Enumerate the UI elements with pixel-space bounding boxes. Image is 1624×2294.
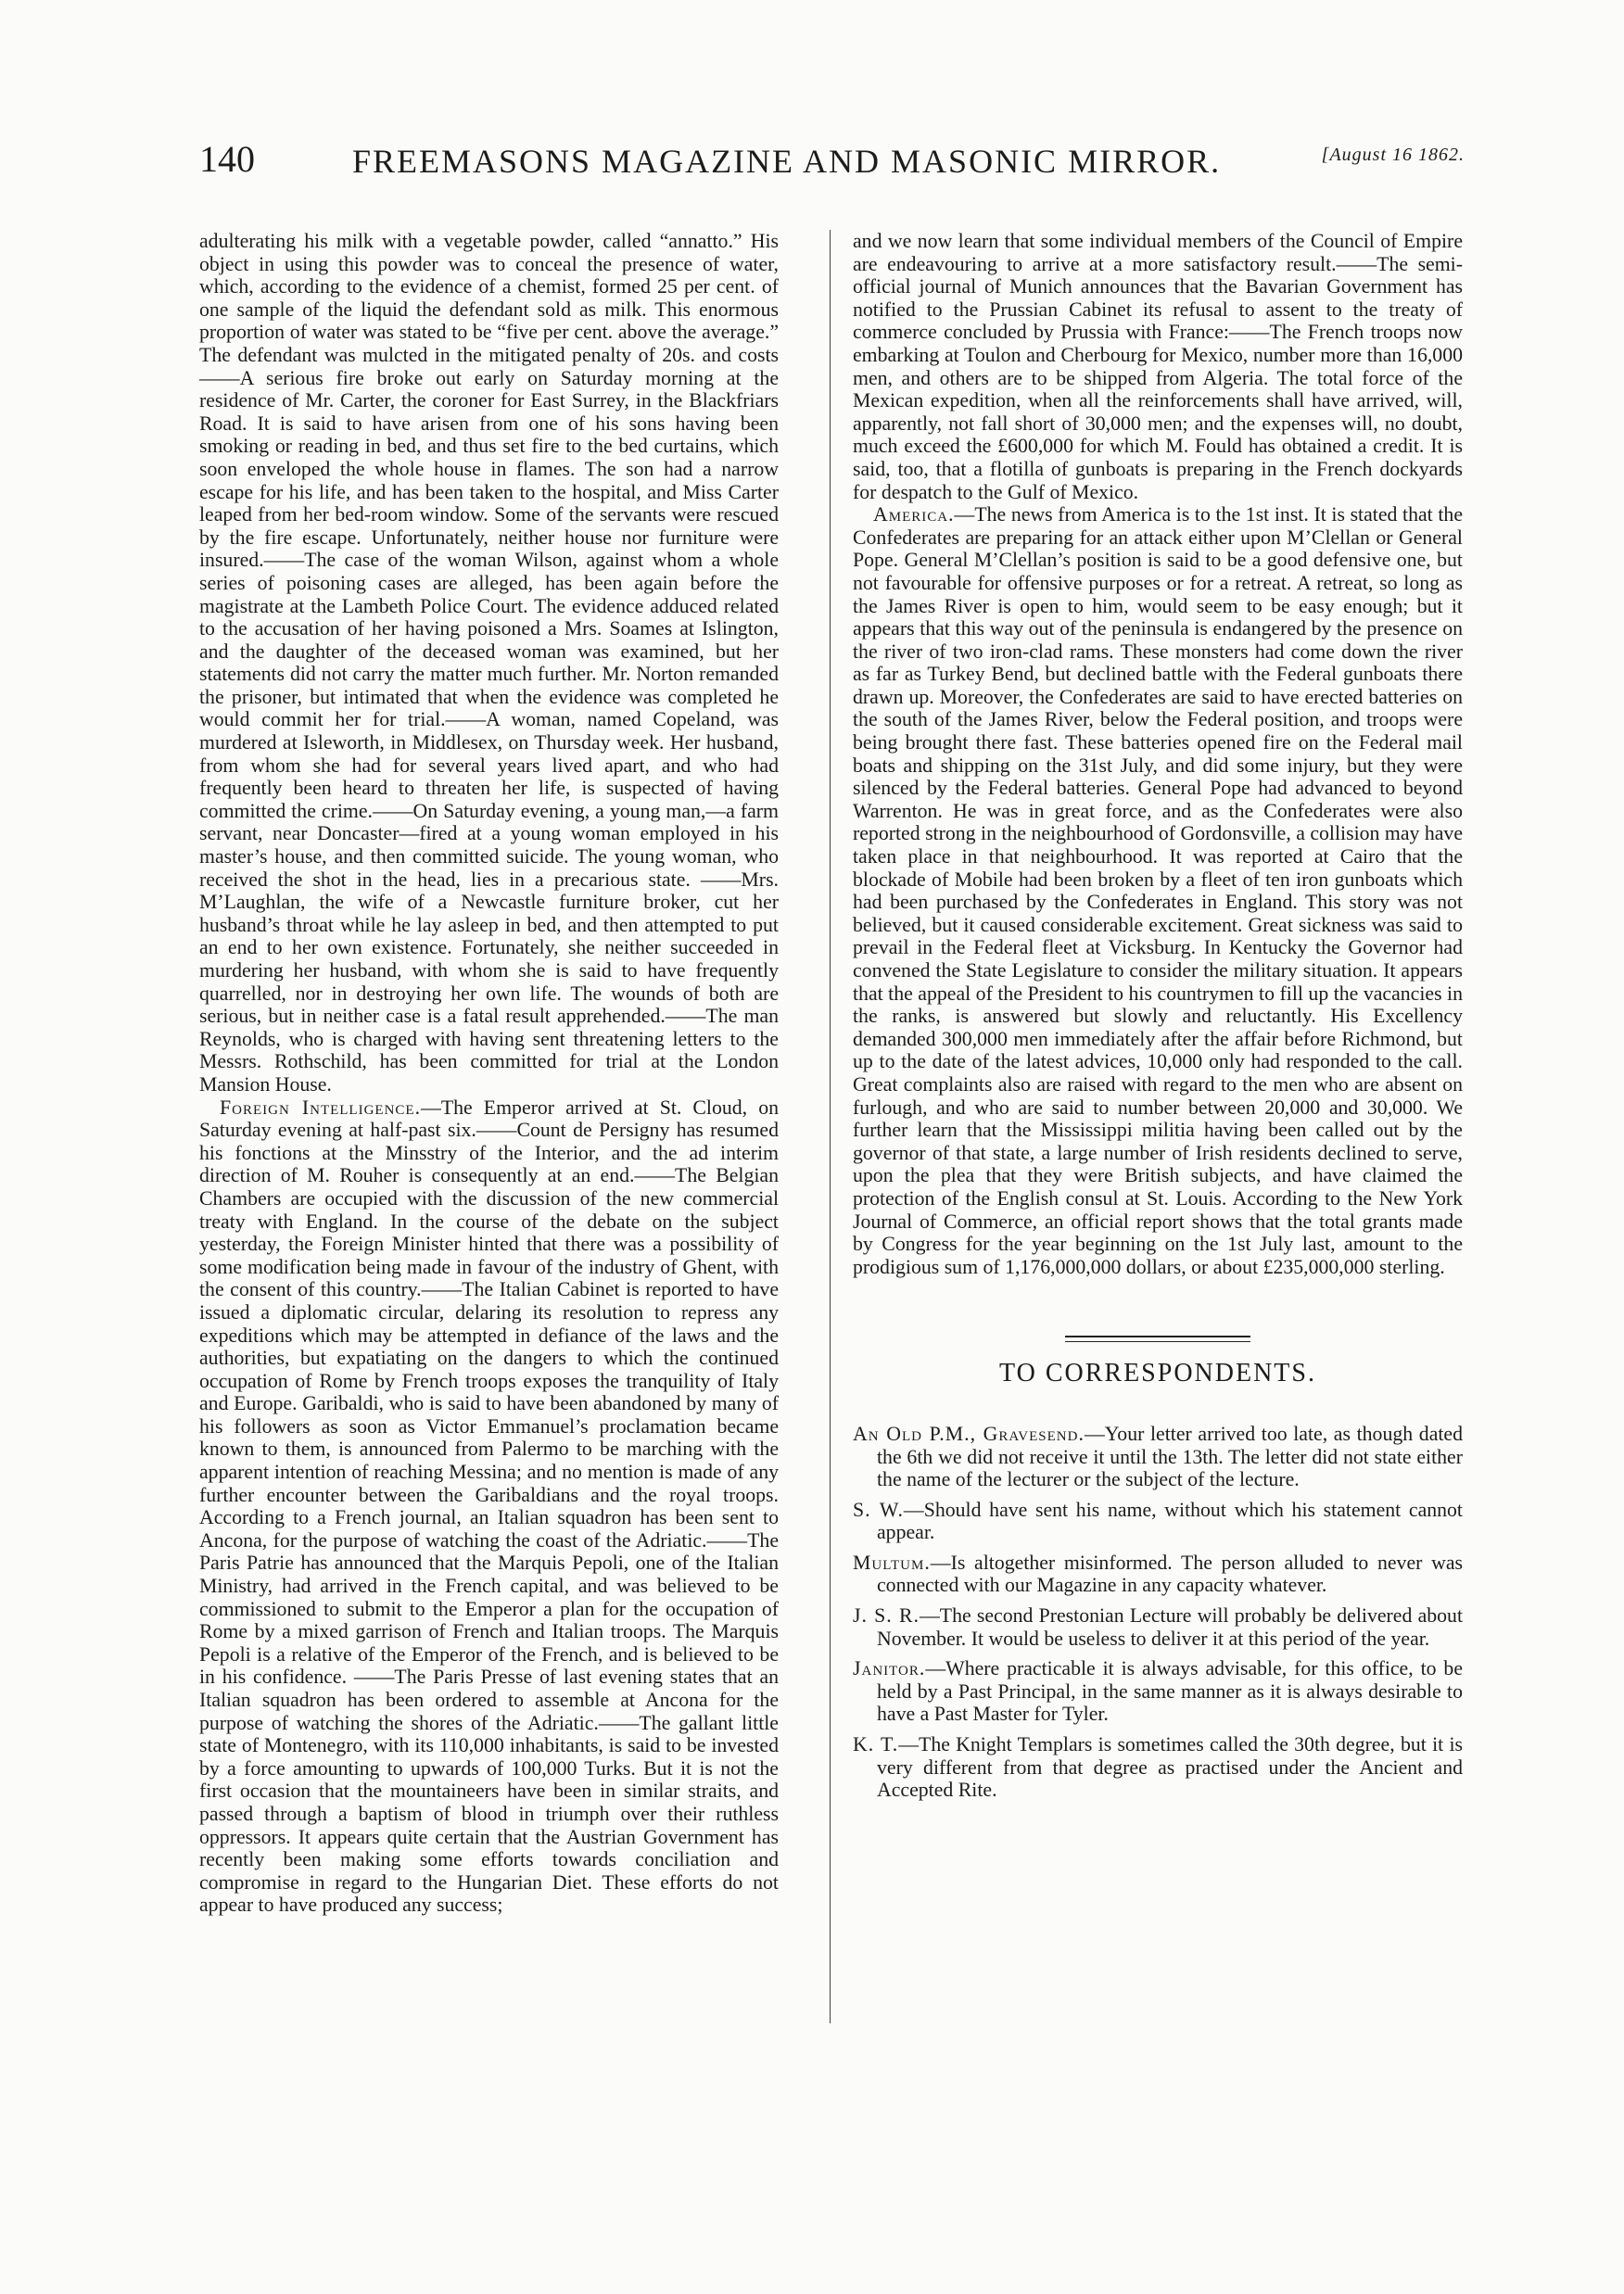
correspondent-name: K. T. (853, 1733, 899, 1756)
correspondent-name: Multum. (853, 1551, 931, 1574)
correspondent-reply: —The second Prestonian Lecture will probably be delivered about November. It would be useless to deliver it at this period of the year. (877, 1604, 1464, 1650)
correspondent-reply: —Should have sent his name, without which his statement cannot appear. (877, 1498, 1463, 1544)
foreign-intelligence-heading: Foreign Intelligence. (220, 1096, 422, 1119)
issue-date: [August 16 1862. (1321, 145, 1465, 165)
correspondent-reply: —Is altogether misinformed. The person alluded to never was connected with our Magazine in any capacity whatever. (877, 1551, 1463, 1597)
news-paragraph-continued: and we now learn that some individual members of the Council of Empire are endeavouring to arrive at a more satisfactory result.——The semi-official journal of Munich announces that the Bavarian Government has notified to the Prussian Cabinet its refusal to assent to the treaty of commerce concluded by Prussia with France:——The French troops now embarking at Toulon and Cherbourg for Mexico, number more than 16,000 men, and others are to be shipped from Algeria. The total force of the Mexican expedition, when all the reinforcements shall have arrived, will, apparently, not fall short of 30,000 men; and the expenses will, no doubt, much exceed the £600,000 for which M. Fould has obtained a credit. It is said, too, that a flotilla of gunboats is preparing in the French dockyards for despatch to the Gulf of Mexico. (853, 230, 1463, 503)
correspondent-name: S. W. (853, 1498, 904, 1521)
news-paragraph-home: adulterating his milk with a vegetable powder, called “annatto.” His object in using this powder was to conceal the presence of water, which, according to the evidence of a chemist, formed 25 per cent. of one sample of the liquid the defendant sold as milk. This enormous proportion of water was stated to be “five per cent. above the average.” The defendant was mulcted in the mitigated penalty of 20s. and costs——A serious fire broke out early on Saturday morning at the residence of Mr. Carter, the coroner for East Surrey, in the Blackfriars Road. It is said to have arisen from one of his sons having been smoking or reading in bed, and thus set fire to the bed curtains, which soon enveloped the whole house in flames. The son had a narrow escape for his life, and has been taken to the hospital, and Miss Carter leaped from her bed-room window. Some of the servants were rescued by the fire escape. Unfortunately, neither house nor furniture were insured.——The case of the woman Wilson, against whom a whole series of poisoning cases are alleged, has been again before the magistrate at the Lambeth Police Court. The evidence adduced related to the accusation of her having poisoned a Mrs. Soames at Islington, and the daughter of the deceased woman was examined, but her statements did not carry the matter much further. Mr. Norton remanded the prisoner, but intimated that when the evidence was completed he would commit her for trial.——A woman, named Copeland, was murdered at Isleworth, in Middlesex, on Thursday week. Her husband, from whom she had for several years lived apart, and who had frequently been heard to threaten her life, is suspected of having committed the crime.——On Saturday evening, a young man,—a farm servant, near Doncaster—fired at a young woman employed in his master’s house, and then committed suicide. The young woman, who received the shot in the head, lies in a precarious state. ——Mrs. M’Laughlan, the wife of a Newcastle furniture broker, cut her husband’s throat while he lay asleep in bed, and then attempted to put an end to her own existence. Fortunately, she neither succeeded in murdering her husband, with whom she is said to have frequently quarrelled, nor in destroying her own life. The wounds of both are serious, but in neither case is a fatal result apprehended.——The man Reynolds, who is charged with having sent threatening letters to the Messrs. Rothschild, has been committed for trial at the London Mansion House. (199, 230, 779, 1096)
correspondents-list (853, 1423, 1463, 1802)
correspondent-reply: —Where practicable it is always advisable, for this office, to be held by a Past Principal, in the same manner as it is always desirable to have a Past Master for Tyler. (877, 1657, 1463, 1726)
correspondent-name: An Old P.M., Gravesend. (853, 1422, 1085, 1445)
america-heading: America. (873, 503, 955, 526)
masthead-title: FREEMASONS MAGAZINE AND MASONIC MIRROR. (352, 143, 1222, 180)
foreign-intelligence-text: —The Emperor arrived at St. Cloud, on Saturday evening at half-past six.——Count de Persigny has resumed his fonctions at the Minsstry of the Interior, and the ad interim direction of M. Rouher is consequently at an end.——The Belgian Chambers are occupied with the discussion of the new commercial treaty with England. In the course of the debate on the subject yesterday, the Foreign Minister hinted that there was a possibility of some modification being made in favour of the industry of Ghent, with the consent of this country.——The Italian Cabinet is reported to have issued a diplomatic circular, delaring its resolution to repress any expeditions which may be attempted in defiance of the laws and the authorities, but expatiating on the dangers to which the continued occupation of Rome by French troops exposes the tranquility of Italy and Europe. Garibaldi, who is said to have been abandoned by many of his followers as soon as Victor Emmanuel’s proclamation became known to them, is announced from Palermo to be marching with the apparent intention of reaching Messina; and no mention is made of any further encounter between the Garibaldians and the royal troops. According to a French journal, an Italian squadron has been sent to Ancona, for the purpose of watching the coast of the Adriatic.——The Paris Patrie has announced that the Marquis Pepoli, one of the Italian Ministry, had arrived in the French capital, and was believed to be commissioned to submit to the Emperor a plan for the occupation of Rome by a mixed garrison of French and Italian troops. The Marquis Pepoli is a relative of the Emperor of the French, and is believed to be in his confidence. ——The Paris Presse of last evening states that an Italian squadron has been ordered to assemble at Ancona for the purpose of watching the shores of the Adriatic.——The gallant little state of Montenegro, with its 110,000 inhabitants, is said to be invested by a force amounting to upwards of 100,000 Turks. But it is not the first occasion that the mountaineers have been in similar straits, and passed through a baptism of blood in triumph over their ruthless oppressors. It appears quite certain that the Austrian Government has recently been making some efforts towards conciliation and compromise in regard to the Hungarian Diet. These efforts do not appear to have produced any success; (199, 1096, 779, 1917)
america-text: —The news from America is to the 1st inst. It is stated that the Confederates are preparing for an attack either upon M’Clellan or General Pope. General M’Clellan’s position is said to be a good defensive one, but not favourable for offensive purposes or for a retreat. A retreat, so long as the James River is open to him, would seem to be easy enough; but it appears that this way out of the peninsula is endangered by the presence on the river of two iron-clad rams. These monsters had come down the river as far as Turkey Bend, but declined battle with the Federal gunboats there drawn up. Moreover, the Confederates are said to have erected batteries on the south of the James River, below the Federal position, and troops were being brought there fast. These batteries opened fire on the Federal mail boats and shipping on the 31st July, and did some injury, but they were silenced by the Federal batteries. General Pope had advanced to beyond Warrenton. He was in great force, and as the Confederates were also reported strong in the neighbourhood of Gordonsville, a collision may have taken place in that neighbourhood. It was reported at Cairo that the blockade of Mobile had been broken by a fleet of ten iron gunboats which had been purchased by the Confederates in England. This story was not believed, but it caused considerable excitement. Great sickness was said to prevail in the Federal fleet at Vicksburg. In Kentucky the Governor had convened the State Legislature to consider the military situation. It appears that the appeal of the President to his countrymen to fill up the vacancies in the ranks, is answered but slowly and reluctantly. His Excellency demanded 300,000 men immediately after the affair before Richmond, but up to the date of the latest advices, 10,000 only had responded to the call. Great complaints also are raised with regard to the men who are absent on furlough, and who are said to number between 20,000 and 30,000. We further learn that the Mississippi militia having been called out by the governor of that state, a large number of Irish residents declined to serve, upon the plea that they were British subjects, and have claimed the protection of the English consul at St. Louis. According to the New York Journal of Commerce, an official report shows that the total grants made by Congress for the year beginning on the 1st July last, amount to the prodigious sum of 1,176,000,000 dollars, or about £235,000,000 sterling. (853, 503, 1464, 1278)
right-column (853, 230, 1463, 1809)
section-separator (1065, 1336, 1250, 1342)
correspondent-entry (853, 1733, 1463, 1802)
correspondent-name: J. S. R. (853, 1604, 920, 1628)
correspondent-name: Janitor. (853, 1657, 926, 1680)
correspondent-entry (853, 1423, 1463, 1491)
correspondent-entry (853, 1604, 1463, 1650)
page-header (199, 137, 1465, 193)
news-paragraph-foreign (199, 1096, 779, 1917)
correspondent-entry (853, 1552, 1463, 1597)
correspondent-reply: —Your letter arrived too late, as though dated the 6th we did not receive it until the 13th. The letter did not state either the name of the lecturer or the subject of the lecture. (877, 1422, 1463, 1491)
correspondents-title: TO CORRESPONDENTS. (999, 1359, 1316, 1388)
correspondent-entry (853, 1657, 1463, 1726)
correspondent-reply: —The Knight Templars is sometimes called the 30th degree, but it is very different from that degree as practised under the Ancient and Accepted Rite. (877, 1733, 1463, 1802)
correspondent-entry (853, 1499, 1463, 1544)
news-paragraph-america (853, 503, 1463, 1278)
left-column (199, 230, 779, 1917)
page-number: 140 (199, 138, 255, 180)
column-divider (830, 230, 831, 2023)
